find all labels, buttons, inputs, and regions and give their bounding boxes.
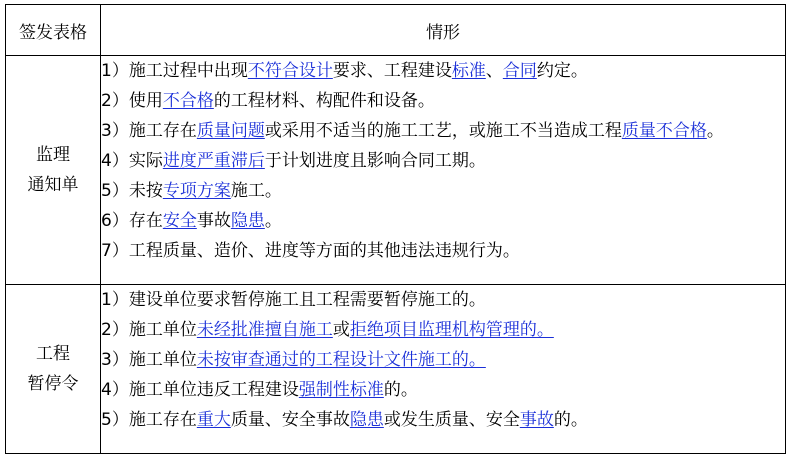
list-item (101, 315, 785, 345)
list-item (101, 116, 785, 146)
row-label (6, 56, 101, 285)
item-text: 的。 (383, 380, 418, 400)
item-text: 于计划进度且影响合同工期。 (264, 151, 486, 171)
item-text: 5）未按 (101, 181, 163, 201)
item-text: 要求、工程建设 (332, 61, 452, 81)
term-link[interactable]: 事故 (519, 410, 554, 430)
item-text: 7）工程质量、造价、进度等方面的其他违法违规行为。 (101, 241, 520, 261)
term-link[interactable]: 不符合设计 (247, 61, 333, 81)
item-text: 2）施工单位 (101, 320, 197, 340)
item-text: 1）施工过程中出现 (101, 61, 248, 81)
row-label (6, 285, 101, 454)
list-item (101, 176, 785, 206)
list-item (101, 345, 785, 375)
term-link[interactable]: 未按审查通过的工程设计文件施工的。 (196, 350, 486, 370)
term-link[interactable]: 进度严重滞后 (162, 151, 265, 171)
item-text: 的工程材料、构配件和设备。 (213, 91, 435, 111)
item-text: 。 (706, 121, 724, 141)
item-text: 事故 (196, 211, 231, 231)
list-item (101, 236, 785, 266)
term-link[interactable]: 未经批准擅自施工 (196, 320, 333, 340)
item-text: 5）施工存在 (101, 410, 197, 430)
term-link[interactable]: 专项方案 (162, 181, 231, 201)
list-item (101, 86, 785, 116)
row-items (101, 285, 786, 454)
item-text: 6）存在 (101, 211, 163, 231)
item-text: 2）使用 (101, 91, 163, 111)
list-item (101, 146, 785, 176)
table-row (6, 56, 786, 285)
row-label-line: 监理 (36, 145, 70, 165)
table-row (6, 285, 786, 454)
term-link[interactable]: 质量问题 (196, 121, 265, 141)
term-link[interactable]: 合同 (502, 61, 537, 81)
list-item (101, 285, 785, 315)
row-label-line: 工程 (36, 344, 70, 364)
row-items (101, 56, 786, 285)
item-text: 约定。 (536, 61, 588, 81)
term-link[interactable]: 质量不合格 (621, 121, 707, 141)
situations-table (5, 4, 786, 454)
item-text: 。 (264, 211, 282, 231)
item-text: 3）施工存在 (101, 121, 197, 141)
item-text: 或采用不适当的施工工艺，或施工不当造成工程 (264, 121, 622, 141)
term-link[interactable]: 隐患 (349, 410, 384, 430)
item-text: 的。 (553, 410, 588, 430)
item-text: 1）建设单位要求暂停施工且工程需要暂停施工的。 (101, 290, 486, 310)
item-text: 质量、安全事故 (230, 410, 350, 430)
row-label-line: 通知单 (27, 175, 79, 195)
term-link[interactable]: 不合格 (162, 91, 214, 111)
list-item (101, 56, 785, 86)
header-row (6, 5, 786, 56)
term-link[interactable]: 隐患 (230, 211, 265, 231)
list-item (101, 405, 785, 435)
item-text: 3）施工单位 (101, 350, 197, 370)
item-text: 4）施工单位违反工程建设 (101, 380, 299, 400)
row-label-line: 暂停令 (27, 374, 79, 394)
item-text: 施工。 (230, 181, 282, 201)
term-link[interactable]: 重大 (196, 410, 231, 430)
term-link[interactable]: 标准 (451, 61, 486, 81)
header-form-type: 签发表格 (6, 5, 101, 56)
term-link[interactable]: 拒绝项目监理机构管理的。 (349, 320, 554, 340)
list-item (101, 206, 785, 236)
item-text: 或发生质量、安全 (383, 410, 520, 430)
item-text: 、 (485, 61, 503, 81)
list-item (101, 375, 785, 405)
item-text: 4）实际 (101, 151, 163, 171)
term-link[interactable]: 安全 (162, 211, 197, 231)
header-situation: 情形 (101, 5, 786, 56)
term-link[interactable]: 强制性标准 (298, 380, 384, 400)
item-text: 或 (332, 320, 350, 340)
